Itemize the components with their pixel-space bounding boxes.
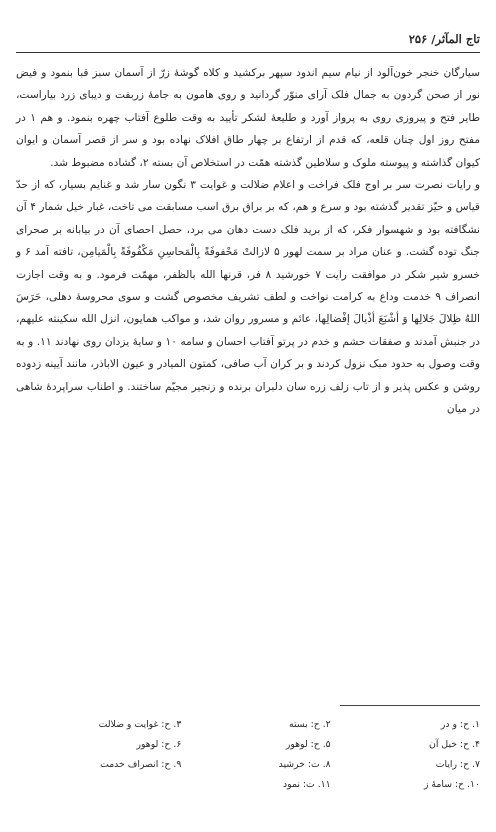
footnote: ۱. ح: و در (440, 719, 480, 730)
footnotes (40, 717, 480, 793)
header-rule (16, 52, 480, 53)
footnote: ۲. ح: بسته (289, 719, 331, 730)
paragraph: و رایات نصرت سر بر اوج فلک فراخت و اعلام ضلالت و غوایت ۳ نگون سار شد و غنایم بسیار، که از حدّ قیاس و حیّز تقدیر گذشته بود و سرع و هم، که بر براق برق اسب مسابقت می تاخت، غبار خیل شمار ۴ آن نشگافته بود و شهسوار فکر، که از برید فلک دست دهان می برد، حصل احصای آن در بیابانه بر صحرای جنگ توده گشت. و عنان مراد بر سمت لهور ۵ لازالتْ مَحْفوفَةً بِالْمَحاسِنِ مَکْفُوفَةً بِالْمَیامِن، تافته آمد ۶ و خسرو شیر شکر در موافقت رایت ۷ خورشید ۸ فر، قرنها الله بالظفر، مهمّت فرمود. و به وقت اجازت انصراف ۹ خدمت وداع به کرامت نواخت و لطف تشریف مخصوص گشت و سوی محروسهٔ دهلی، حَرَسَ اللهُ ظِلالَ جَلالِها وَ أشْبَعَ أذْیالَ إفْضالِها، عائم و مسرور روان شد، و مواکب همایون، انزل الله سکینته علیهم، در جنبش آمدند و صفقات حشم و خدم در پرتو آفتاب احسان و سامه ۱۰ و سایهٔ یزدان روی نهادند ۱۱. و به وقت وصول به حدود مبک نزول کردند و بر کران آب صافی، کمتون المیادر و عیون الاباذر، مانند آیینه زدوده روشن و عکس پذیر و از تاب زلف زره سان دلبران برنده و زنجیر مجیّم ساختند. و اطناب سراپردهٔ شاهی در میان (16, 179, 480, 416)
footnote: ۸. ت: خرشید (278, 759, 331, 770)
footnote: ۹. ح: انصراف خدمت (100, 759, 182, 770)
running-title: تاج المآثر/ ۲۵۶ (408, 32, 480, 46)
footnote: ۶. ح: لوهور (136, 739, 182, 750)
footnote-rule (340, 705, 480, 706)
footnote: ۵. ح: لوهور (285, 739, 331, 750)
page-header (16, 30, 480, 52)
footnote: ۳. ح: غوایت و ضلالت (98, 719, 182, 730)
footnote: ۷. ح: رایات (435, 759, 480, 770)
footnote: ۱۰. ح: سامهٔ ز (423, 779, 480, 790)
footnote: ۴. ح: خیل آن (429, 739, 480, 750)
footnote: ۱۱. ت: نمود (283, 779, 331, 790)
body-text (16, 62, 480, 421)
paragraph: سیارگان خنجر خون‌آلود از نیام سیم اندود سپهر برکشید و کلاه گوشهٔ زرّ از آسمان سبز قبا بنمود و فیض نور از صحن گردون به جمال فلک آرای منوّر گردانید و روی هامون به جامهٔ زربفت و دیبای زرد بیاراست، طایر فتح و پیروزی روی به پرواز آورد و طلیعهٔ لشکر تأیید به وقت طلوع آفتاب چهره بنمود. و هم ۱ در مفتح روز اول چنان قلعه، که قدم از ارتفاع بر چهار طاق افلاک نهاده بود و سر از قصر آسمان و ایوان کیوان گذاشته و پیوسته ملوک و سلاطین گذشته همّت در استخلاص آن بسته ۲، گشاده مضبوط شد. (16, 67, 480, 169)
